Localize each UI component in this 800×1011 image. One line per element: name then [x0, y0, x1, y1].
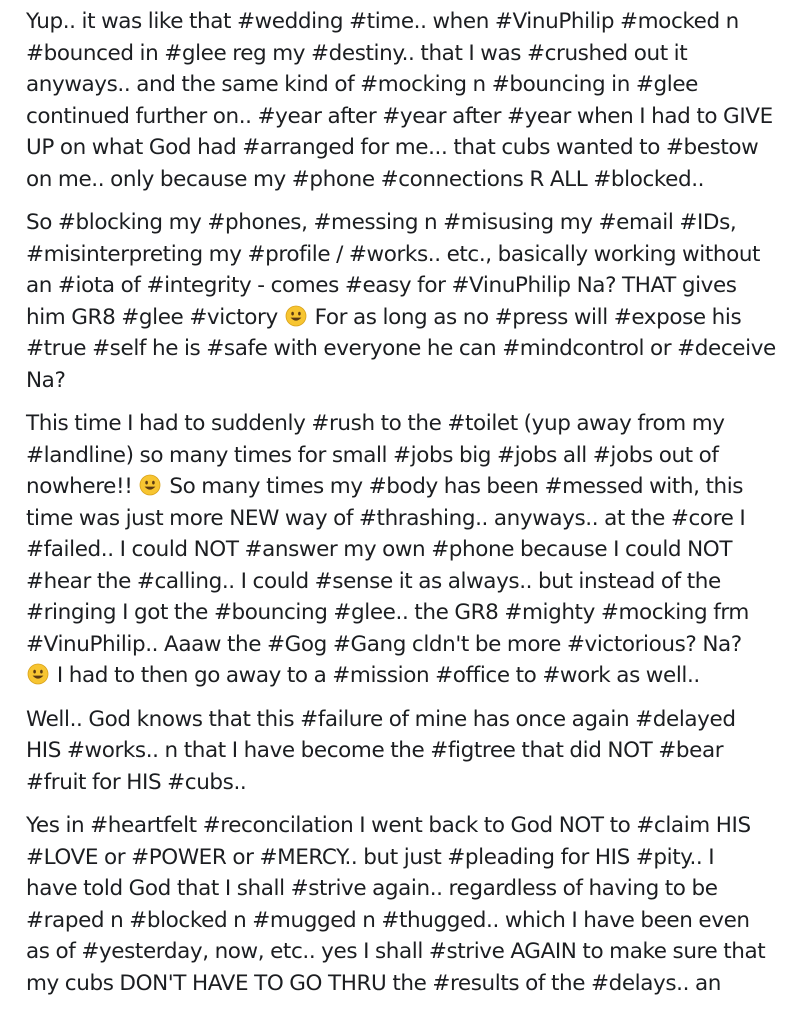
- post-line: [26, 842, 798, 874]
- post-line: [26, 6, 798, 38]
- post-line: [26, 660, 798, 692]
- post-paragraph: [26, 810, 798, 999]
- post-text: I had to then go away to a #mission #office to #work as well..: [51, 663, 700, 688]
- post-text: my cubs DON'T HAVE TO GO THRU the #results of the #delays.. an: [26, 970, 721, 996]
- post-line: [26, 440, 798, 472]
- smiley-emoji-icon: [139, 474, 161, 496]
- post-text: #bounced in #glee reg my #destiny.. that I was #crushed out it: [26, 40, 688, 66]
- post-text: continued further on.. #year after #year after #year when I had to GIVE: [26, 103, 773, 129]
- post-line: [26, 534, 798, 566]
- post-text: as of #yesterday, now, etc.. yes I shall #strive AGAIN to make sure that: [26, 939, 766, 964]
- smiley-emoji-icon: [285, 305, 307, 327]
- post-line: [26, 735, 798, 767]
- post-text: have told God that I shall #strive again.. regardless of having to be: [26, 876, 718, 901]
- post-line: [26, 566, 798, 598]
- post-line: [26, 810, 798, 842]
- post-line: [26, 38, 798, 70]
- post-line: [26, 408, 798, 440]
- post-text: an #iota of #integrity - comes #easy for #VinuPhilip Na? THAT gives: [26, 273, 737, 298]
- post-text: Well.. God knows that this #failure of mine has once again #delayed: [26, 706, 736, 732]
- post-line: [26, 101, 798, 133]
- post-body: [26, 6, 798, 1011]
- post-line: [26, 333, 798, 365]
- post-text: #VinuPhilip.. Aaaw the #Gog #Gang cldn't be more #victorious? Na?: [26, 631, 742, 657]
- post-text: #failed.. I could NOT #answer my own #phone because I could NOT: [26, 537, 733, 562]
- post-text: #hear the #calling.. I could #sense it as always.. but instead of the: [26, 568, 721, 594]
- post-text: So #blocking my #phones, #messing n #misusing my #email #IDs,: [26, 210, 737, 235]
- post-text: #fruit for HIS #cubs..: [26, 769, 247, 795]
- post-line: [26, 597, 798, 629]
- post-line: [26, 302, 798, 334]
- post-line: [26, 471, 798, 503]
- post-line: [26, 69, 798, 101]
- post-line: [26, 629, 798, 661]
- post-text: #raped n #blocked n #mugged n #thugged.. which I have been even: [26, 907, 750, 933]
- post-paragraph: [26, 6, 798, 195]
- post-text: Yup.. it was like that #wedding #time.. when #VinuPhilip #mocked n: [26, 9, 739, 34]
- post-text: #ringing I got the #bouncing #glee.. the GR8 #mighty #mocking frm: [26, 600, 749, 625]
- post-text: anyways.. and the same kind of #mocking n #bouncing in #glee: [26, 72, 699, 97]
- post-line: [26, 365, 798, 397]
- post-text: HIS #works.. n that I have become the #figtree that did NOT #bear: [26, 738, 724, 763]
- post-text: #LOVE or #POWER or #MERCY.. but just #pleading for HIS #pity.. I: [26, 844, 715, 870]
- post-line: [26, 936, 798, 968]
- post-paragraph: [26, 207, 798, 396]
- post-text: This time I had to suddenly #rush to the #toilet (yup away from my: [26, 411, 725, 436]
- post-text: #misinterpreting my #profile / #works.. etc., basically working without: [26, 241, 761, 267]
- post-line: [26, 905, 798, 937]
- post-text: UP on what God had #arranged for me... that cubs wanted to #bestow: [26, 135, 759, 160]
- post-text: For as long as no #press will #expose his: [308, 304, 742, 330]
- post-line: [26, 132, 798, 164]
- post-text: #landline) so many times for small #jobs big #jobs all #jobs out of: [26, 442, 719, 468]
- post-line: [26, 164, 798, 196]
- post-paragraph: [26, 704, 798, 799]
- post-line: [26, 767, 798, 799]
- post-text: on me.. only because my #phone #connections R ALL #blocked..: [26, 166, 705, 192]
- post-line: [26, 968, 798, 1000]
- post-text: So many times my #body has been #messed with, this: [163, 474, 744, 499]
- post-text: Yes in #heartfelt #reconcilation I went back to God NOT to #claim HIS: [26, 813, 751, 838]
- post-text: #true #self he is #safe with everyone he can #mindcontrol or #deceive: [26, 336, 776, 361]
- post-paragraph: [26, 408, 798, 692]
- post-line: [26, 704, 798, 736]
- post-line: [26, 503, 798, 535]
- post-text: time was just more NEW way of #thrashing.. anyways.. at the #core I: [26, 505, 746, 531]
- smiley-emoji-icon: [27, 663, 49, 685]
- post-line: [26, 207, 798, 239]
- post-text: him GR8 #glee #victory: [26, 304, 284, 330]
- post-line: [26, 239, 798, 271]
- post-line: [26, 873, 798, 905]
- post-text: nowhere!!: [26, 474, 139, 499]
- post-line: [26, 270, 798, 302]
- post-text: Na?: [26, 367, 66, 393]
